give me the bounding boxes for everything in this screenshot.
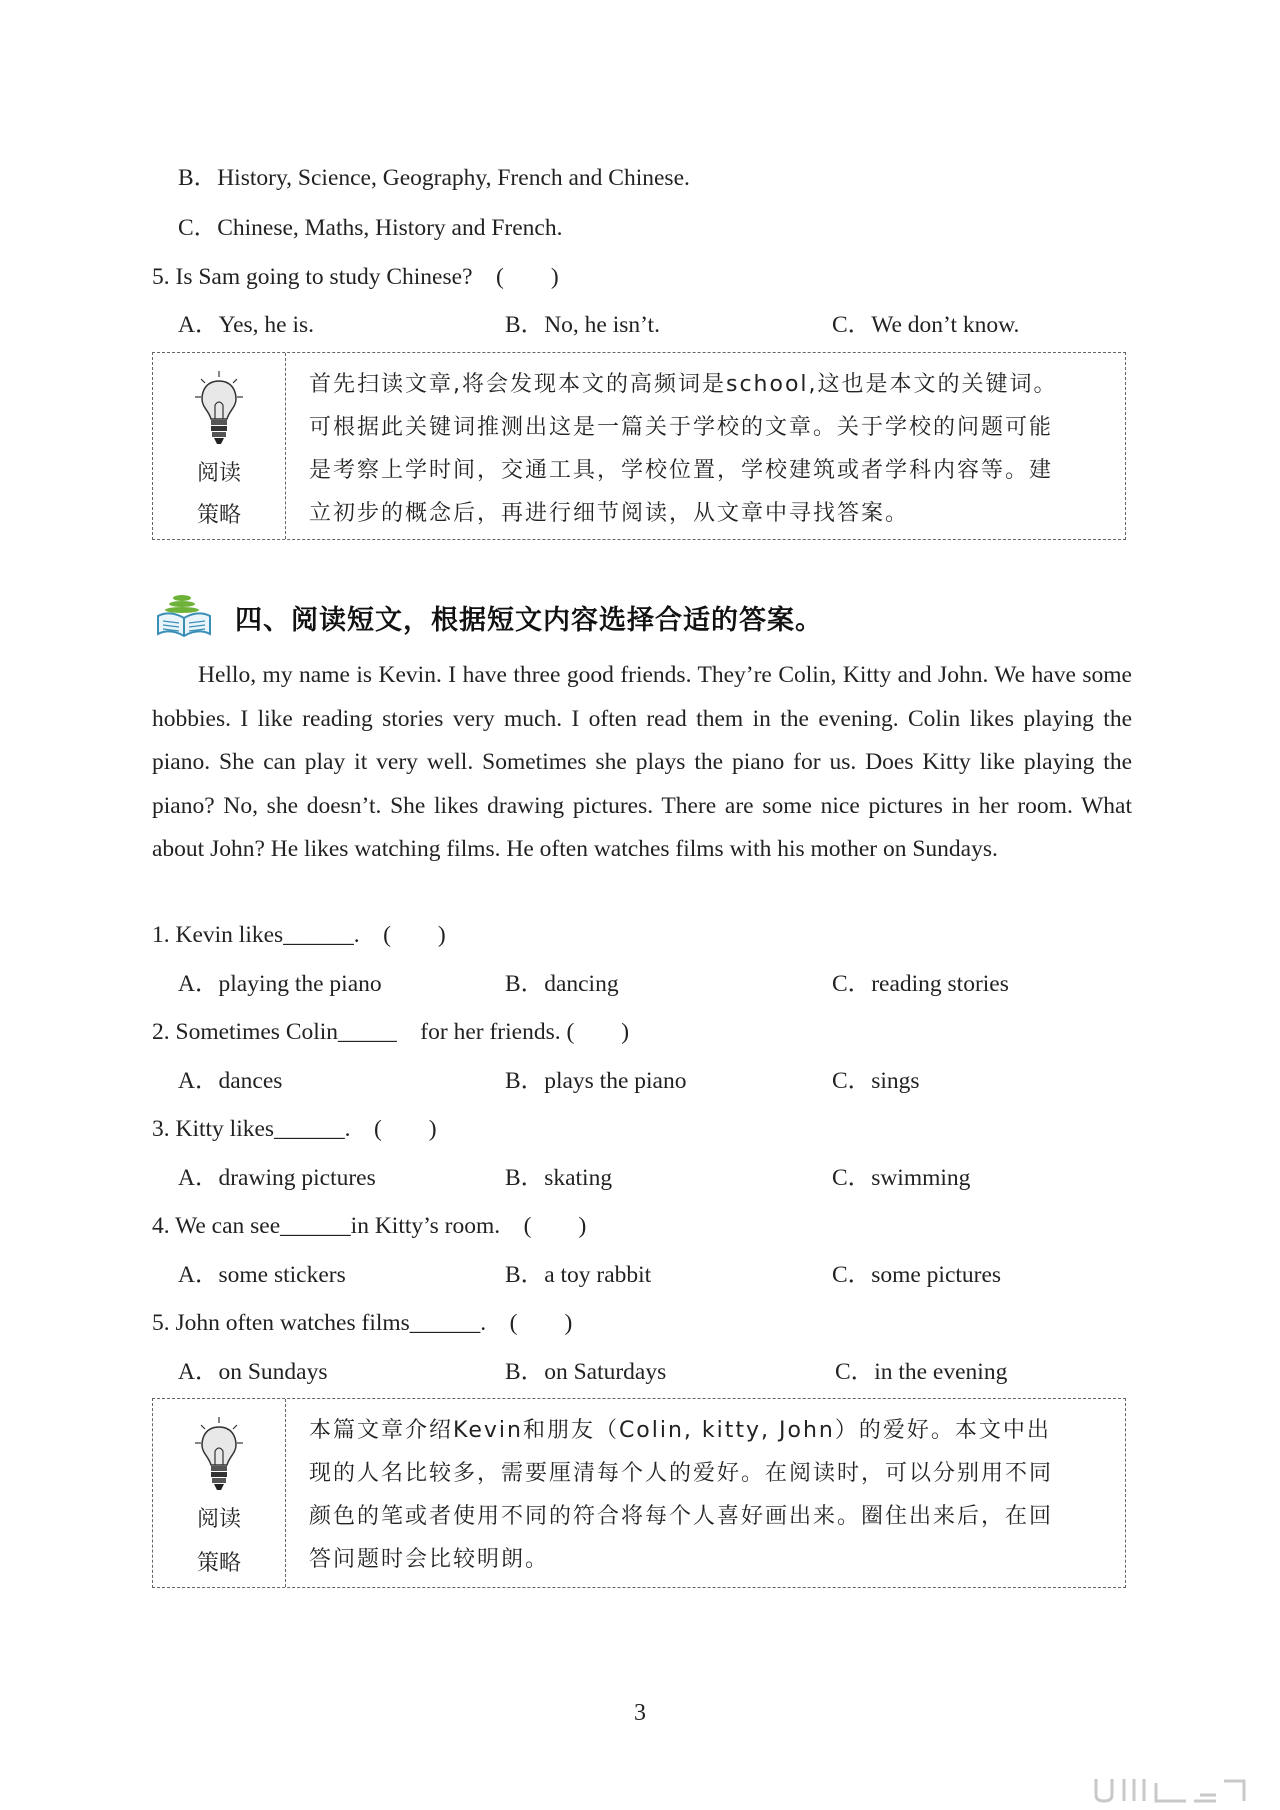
question-5-option-b: B．on Saturdays [505, 1359, 667, 1385]
question-5: 5. John often watches films______. ( ) [152, 1310, 573, 1336]
q5-option-a: A．Yes, he is. [178, 312, 315, 338]
question-5-option-c: C．in the evening [835, 1359, 1008, 1385]
question-2-option-b: B．plays the piano [505, 1068, 687, 1094]
q5-option-c: C．We don’t know. [832, 312, 1020, 338]
strategy-text-line: 颜色的笔或者使用不同的符合将每个人喜好画出来。圈住出来后，在回 [309, 1504, 1054, 1529]
strategy-label-line2: 策略 [196, 503, 241, 528]
lightbulb-icon [193, 369, 245, 449]
strategy-text-line: 可根据此关键词推测出这是一篇关于学校的文章。关于学校的问题可能 [309, 415, 1054, 440]
section-title: 四、阅读短文，根据短文内容选择合适的答案。 [235, 605, 823, 636]
watermark-logo-icon [1090, 1775, 1250, 1805]
question-3-option-a: A．drawing pictures [178, 1165, 376, 1191]
question-3-option-c: C．swimming [832, 1165, 971, 1191]
strategy-text-line: 立初步的概念后，再进行细节阅读，从文章中寻找答案。 [309, 501, 910, 526]
strategy-label-line1: 阅读 [196, 461, 241, 486]
open-book-icon [154, 592, 214, 638]
question-4-option-c: C．some pictures [832, 1262, 1002, 1288]
strategy-text-line: 首先扫读文章,将会发现本文的高频词是school,这也是本文的关键词。 [309, 372, 1058, 397]
question-4-option-a: A．some stickers [178, 1262, 346, 1288]
question-2-option-c: C．sings [832, 1068, 920, 1094]
reading-strategy-box [152, 1398, 1126, 1588]
q4-option-b: B．History, Science, Geography, French and Chinese. [178, 165, 690, 191]
strategy-label-line2: 策略 [196, 1551, 241, 1576]
q4-option-c: C．Chinese, Maths, History and French. [178, 215, 563, 241]
strategy-text [309, 363, 1105, 535]
strategy-label-column [153, 353, 286, 539]
q5-question: 5. Is Sam going to study Chinese? ( ) [152, 264, 559, 290]
question-1-option-a: A．playing the piano [178, 971, 382, 997]
question-4: 4. We can see______in Kitty’s room. ( ) [152, 1213, 587, 1239]
lightbulb-icon [193, 1415, 245, 1495]
question-2: 2. Sometimes Colin_____ for her friends. ( ) [152, 1019, 630, 1045]
reading-strategy-box [152, 352, 1126, 540]
strategy-label-line1: 阅读 [196, 1507, 241, 1532]
strategy-text-line: 答问题时会比较明朗。 [309, 1547, 550, 1572]
page-number: 3 [634, 1700, 646, 1726]
strategy-text-line: 是考察上学时间，交通工具，学校位置，学校建筑或者学科内容等。建 [309, 458, 1054, 483]
question-3: 3. Kitty likes______. ( ) [152, 1116, 437, 1142]
q5-option-b: B．No, he isn’t. [505, 312, 660, 338]
reading-passage: Hello, my name is Kevin. I have three good friends. They’re Colin, Kitty and John. We have some hobbies. I like reading stories very much. I often read them in the evening. Colin likes playing the piano. She can play it very well. Sometimes she plays the piano for us. Does Kitty like playing the piano? No, she doesn’t. She likes drawing pictures. There are some nice pictures in her room. What about John? He likes watching films. He often watches films with his mother on Sundays. [152, 662, 1132, 862]
question-3-option-b: B．skating [505, 1165, 613, 1191]
strategy-label-column [153, 1399, 286, 1587]
question-4-option-b: B．a toy rabbit [505, 1262, 652, 1288]
question-1: 1. Kevin likes______. ( ) [152, 922, 446, 948]
question-1-option-b: B．dancing [505, 971, 619, 997]
strategy-text-line: 本篇文章介绍Kevin和朋友（Colin, kitty, John）的爱好。本文中出 [309, 1418, 1051, 1443]
question-1-option-c: C．reading stories [832, 971, 1009, 997]
question-5-option-a: A．on Sundays [178, 1359, 328, 1385]
strategy-text [309, 1409, 1105, 1581]
question-2-option-a: A．dances [178, 1068, 283, 1094]
strategy-text-line: 现的人名比较多，需要厘清每个人的爱好。在阅读时，可以分别用不同 [309, 1461, 1054, 1486]
